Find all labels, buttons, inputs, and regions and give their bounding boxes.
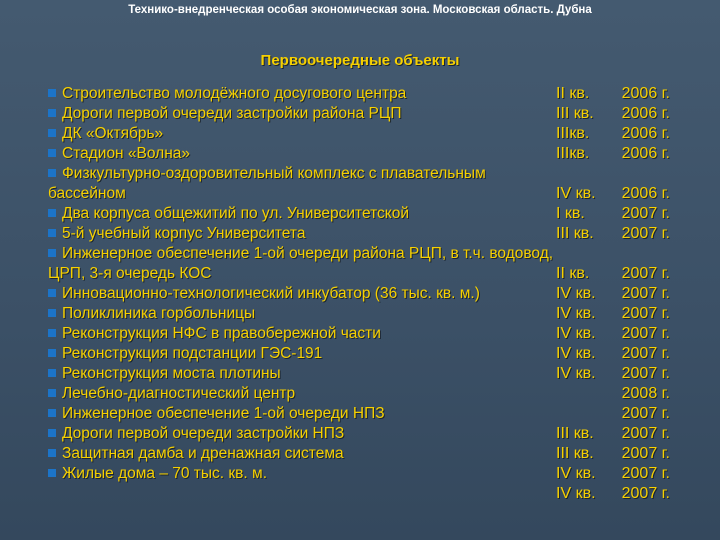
quarter-cell: II кв.	[556, 265, 590, 282]
list-item	[48, 224, 558, 244]
objects-list	[48, 84, 558, 484]
year-cell: 2007 г.	[621, 345, 670, 362]
list-item-text: Инженерное обеспечение 1-ой очереди района РЦП, в т.ч. водовод, ЦРП, 3-я очередь КОС	[48, 245, 554, 282]
list-item	[48, 104, 558, 124]
slide-title: Первоочередные объекты	[260, 52, 460, 69]
square-bullet-icon	[48, 449, 56, 457]
list-item	[48, 84, 558, 104]
list-item-text: Стадион «Волна»	[62, 145, 191, 162]
list-item	[48, 364, 558, 384]
list-item	[48, 424, 558, 444]
square-bullet-icon	[48, 169, 56, 177]
quarter-cell: IV кв.	[556, 325, 596, 342]
year-cell: 2008 г.	[621, 385, 670, 402]
quarter-cell: IIIкв.	[556, 145, 590, 162]
list-item	[48, 204, 558, 224]
square-bullet-icon	[48, 229, 56, 237]
list-item-text: Два корпуса общежитий по ул. Университетской	[62, 205, 410, 222]
year-cell: 2006 г.	[621, 85, 670, 102]
list-item	[48, 444, 558, 464]
list-item-text: Дороги первой очереди застройки НПЗ	[62, 425, 345, 442]
square-bullet-icon	[48, 389, 56, 397]
quarter-cell: III кв.	[556, 225, 594, 242]
list-item-text: Инженерное обеспечение 1-ой очереди НПЗ	[62, 405, 385, 422]
square-bullet-icon	[48, 469, 56, 477]
list-item	[48, 344, 558, 364]
square-bullet-icon	[48, 349, 56, 357]
list-item-text: Физкультурно-оздоровительный комплекс с плавательным бассейном	[48, 165, 486, 202]
square-bullet-icon	[48, 89, 56, 97]
quarter-cell: IV кв.	[556, 305, 596, 322]
year-cell: 2007 г.	[621, 305, 670, 322]
quarter-cell: IV кв.	[556, 465, 596, 482]
year-cell: 2007 г.	[621, 405, 670, 422]
year-cell: 2006 г.	[621, 125, 670, 142]
quarter-cell: IV кв.	[556, 485, 596, 502]
list-item-text: Реконструкция моста плотины	[62, 365, 281, 382]
list-item-text: Поликлиника горбольницы	[62, 305, 256, 322]
square-bullet-icon	[48, 429, 56, 437]
square-bullet-icon	[48, 369, 56, 377]
square-bullet-icon	[48, 209, 56, 217]
year-cell: 2006 г.	[621, 105, 670, 122]
quarter-cell	[556, 244, 610, 264]
list-item-text: Защитная дамба и дренажная система	[62, 445, 344, 462]
square-bullet-icon	[48, 409, 56, 417]
year-cell: 2007 г.	[621, 225, 670, 242]
quarter-cell	[556, 404, 610, 424]
list-item-text: Жилые дома – 70 тыс. кв. м.	[62, 465, 267, 482]
quarter-cell	[556, 164, 610, 184]
quarter-cell: IIIкв.	[556, 125, 590, 142]
year-cell: 2007 г.	[621, 425, 670, 442]
list-item-text: Реконструкция подстанции ГЭС-191	[62, 345, 323, 362]
year-cell: 2007 г.	[621, 365, 670, 382]
quarter-cell: IV кв.	[556, 285, 596, 302]
list-item	[48, 164, 558, 204]
year-cell: 2007 г.	[621, 485, 670, 502]
list-item	[48, 144, 558, 164]
year-cell	[612, 244, 670, 264]
quarter-cell: IV кв.	[556, 345, 596, 362]
list-item-text: 5-й учебный корпус Университета	[62, 225, 306, 242]
square-bullet-icon	[48, 109, 56, 117]
quarter-cell: IV кв.	[556, 185, 596, 202]
square-bullet-icon	[48, 329, 56, 337]
list-item	[48, 384, 558, 404]
list-item	[48, 244, 558, 284]
list-item-text: Дороги первой очереди застройки района РЦП	[62, 105, 402, 122]
list-item-text: Реконструкция НФС в правобережной части	[62, 325, 381, 342]
quarter-cell: IV кв.	[556, 365, 596, 382]
square-bullet-icon	[48, 129, 56, 137]
square-bullet-icon	[48, 149, 56, 157]
quarter-cell: III кв.	[556, 105, 594, 122]
list-item-text: ДК «Октябрь»	[62, 125, 164, 142]
quarter-cell: I кв.	[556, 205, 585, 222]
square-bullet-icon	[48, 249, 56, 257]
year-cell: 2006 г.	[621, 145, 670, 162]
list-item	[48, 124, 558, 144]
quarter-cell: III кв.	[556, 445, 594, 462]
quarter-cell: II кв.	[556, 85, 590, 102]
year-cell: 2007 г.	[621, 205, 670, 222]
year-cell: 2007 г.	[621, 465, 670, 482]
list-item	[48, 304, 558, 324]
list-item-text: Инновационно-технологический инкубатор (36 тыс. кв. м.)	[62, 285, 480, 302]
list-item-text: Строительство молодёжного досугового центра	[62, 85, 407, 102]
list-item-text: Лечебно-диагностический центр	[62, 385, 296, 402]
list-item	[48, 464, 558, 484]
year-cell: 2007 г.	[621, 445, 670, 462]
year-cell: 2007 г.	[621, 325, 670, 342]
year-cell: 2007 г.	[621, 285, 670, 302]
year-column	[612, 84, 670, 504]
quarter-cell	[556, 384, 610, 404]
slide-header: Технико-внедренческая особая экономическая зона. Московская область. Дубна	[128, 4, 592, 16]
year-cell: 2007 г.	[621, 265, 670, 282]
list-item	[48, 404, 558, 424]
list-item	[48, 284, 558, 304]
list-item	[48, 324, 558, 344]
square-bullet-icon	[48, 289, 56, 297]
quarter-cell: III кв.	[556, 425, 594, 442]
square-bullet-icon	[48, 309, 56, 317]
quarter-column	[556, 84, 610, 504]
year-cell	[612, 164, 670, 184]
year-cell: 2006 г.	[621, 185, 670, 202]
